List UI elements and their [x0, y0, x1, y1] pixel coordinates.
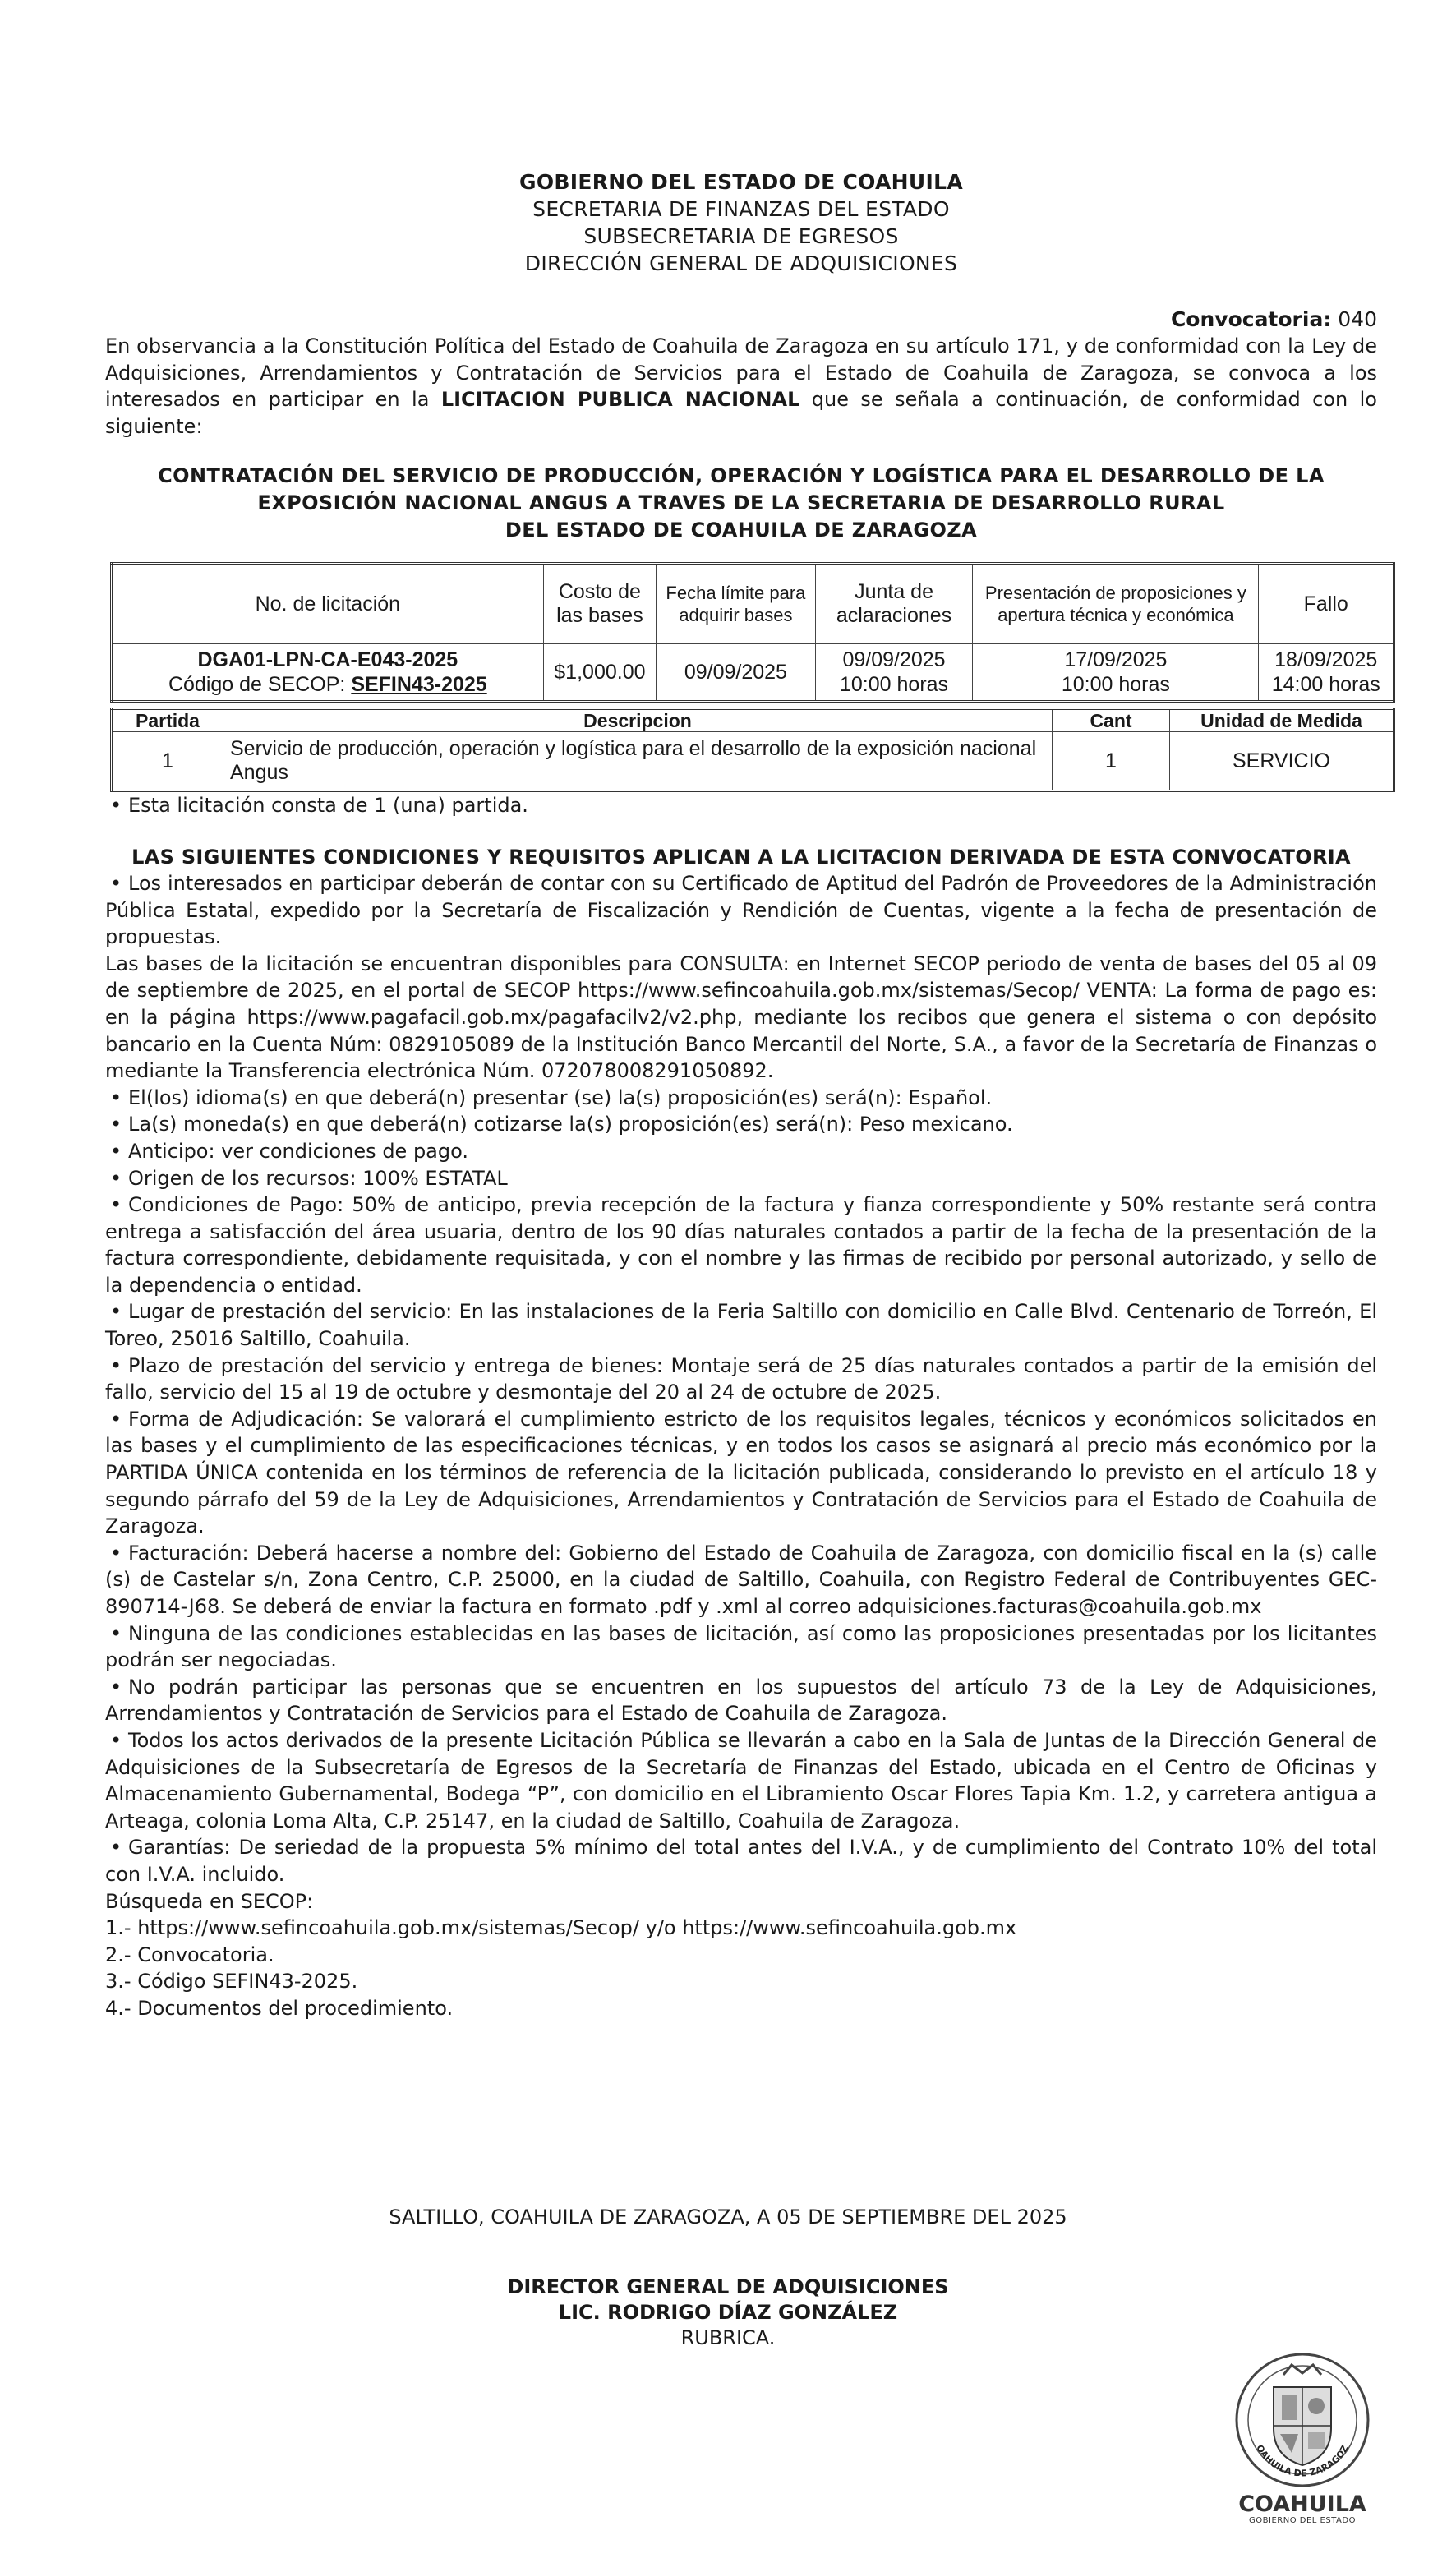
- subject-line-3: DEL ESTADO DE COAHUILA DE ZARAGOZA: [505, 519, 978, 542]
- list-item: Las bases de la licitación se encuentran disponibles para CONSULTA: en Internet SECOP periodo de venta de bases del 05 al 09 de septiembre de 2025, en el portal de SECOP https://www.sefincoahuila.gob.mx/sistemas/Secop/ VENTA: La forma de pago es: en la página https://www.pagafacil.gob.mx/pagafacilv2/v2.php, mediante los recibos que genera el sistema o con depósito bancario en la Cuenta Núm: 0829105089 de la Institución Banco Mercantil del Norte, S.A., a favor de la Secretaría de Finanzas o mediante la Transferencia electrónica Núm. 072078008291050892.: [105, 952, 1377, 1083]
- seal-name: COAHUILA: [1238, 2491, 1366, 2517]
- header-fallo: Fallo: [1259, 564, 1394, 644]
- list-item: • Plazo de prestación del servicio y entrega de bienes: Montaje será de 25 días naturales contados a partir de la emisión del fallo, servicio del 15 al 19 de octubre y desmontaje del 20 al 24 de octubre de 2025.: [105, 1353, 1377, 1406]
- secop-step-1: 1.- https://www.sefincoahuila.gob.mx/sistemas/Secop/ y/o https://www.sefincoahuila.gob.mx: [105, 1916, 1017, 1940]
- tender-subject: [105, 463, 1377, 544]
- cell-descripcion: Servicio de producción, operación y logística para el desarrollo de la exposición nacional Angus: [223, 732, 1053, 791]
- fallo-fecha: 18/09/2025: [1274, 648, 1378, 672]
- junta-fecha: 09/09/2025: [842, 648, 946, 672]
- table-row: [112, 732, 1394, 791]
- cell-cant: 1: [1053, 732, 1170, 791]
- list-item: • Lugar de prestación del servicio: En las instalaciones de la Feria Saltillo con domicilio en Calle Blvd. Centenario de Torreón, El Toreo, 25016 Saltillo, Coahuila.: [105, 1298, 1377, 1352]
- list-item: • Origen de los recursos: 100% ESTATAL: [105, 1165, 1377, 1192]
- intro-text-2: que se señala a continuación, de conformidad con lo siguiente:: [105, 388, 1377, 438]
- header-no-licitacion: No. de licitación: [112, 564, 544, 644]
- junta-hora: 10:00 horas: [840, 673, 949, 697]
- signature-block: [0, 2275, 1456, 2351]
- header-partida: Partida: [112, 709, 223, 732]
- document: [105, 168, 1380, 2022]
- partidas-note: • Esta licitación consta de 1 (una) partida.: [105, 792, 1377, 819]
- header-unidad: Unidad de Medida: [1170, 709, 1394, 732]
- table-row: [112, 644, 1394, 702]
- list-item: • Anticipo: ver condiciones de pago.: [105, 1138, 1377, 1165]
- convocatoria-value: 040: [1338, 307, 1377, 331]
- intro-text-1: En observancia a la Constitución Política del Estado de Coahuila de Zaragoza en su artículo 171, y de conformidad con la Ley de Adquisiciones, Arrendamientos y Contratación de Servicios para el Estado de Coahuila de Zaragoza, se convoca a los interesados en participar en la: [105, 334, 1377, 412]
- list-item: • Ninguna de las condiciones establecidas en las bases de licitación, así como las proposiciones presentadas por los licitantes podrán ser negociadas.: [105, 1620, 1377, 1674]
- list-item: • El(los) idioma(s) en que deberá(n) presentar (se) la(s) proposición(es) será(n): Español.: [105, 1085, 1377, 1112]
- intro-paragraph: [105, 333, 1377, 440]
- presentacion-hora: 10:00 horas: [1061, 673, 1170, 697]
- secop-code-line: [117, 672, 538, 697]
- secop-code: SEFIN43-2025: [351, 673, 487, 697]
- fallo-hora: 14:00 horas: [1271, 673, 1380, 697]
- secop-label: Código de SECOP:: [168, 673, 352, 697]
- subject-line-1: CONTRATACIÓN DEL SERVICIO DE PRODUCCIÓN, OPERACIÓN Y LOGÍSTICA PARA EL DESARROLLO DE LA: [158, 464, 1325, 488]
- document-header: [105, 168, 1377, 277]
- convocatoria-number: [105, 307, 1377, 333]
- secop-step-4: 4.- Documentos del procedimiento.: [105, 1996, 454, 2020]
- secop-step-2: 2.- Convocatoria.: [105, 1943, 274, 1966]
- secop-step-3: 3.- Código SEFIN43-2025.: [105, 1970, 358, 1994]
- signer-name: LIC. RODRIGO DÍAZ GONZÁLEZ: [558, 2301, 898, 2324]
- seal-ring-text: OAHUILA DE ZARAGOZ: [1254, 2442, 1351, 2479]
- list-item: • La(s) moneda(s) en que deberá(n) cotizarse la(s) proposición(es) será(n): Peso mexicano.: [105, 1111, 1377, 1138]
- list-item: • Condiciones de Pago: 50% de anticipo, previa recepción de la factura y fianza correspondiente y 50% restante será contra entrega a satisfacción del área usuaria, dentro de los 90 días naturales contados a partir de la fecha de la presentación de la factura correspondiente, debidamente requisitada, y con el nombre y las firmas de recibido por personal autorizado, y sello de la dependencia o entidad.: [105, 1192, 1377, 1298]
- list-item: • Forma de Adjudicación: Se valorará el cumplimiento estricto de los requisitos legales, técnicos y económicos solicitados en las bases y el cumplimiento de las especificaciones técnicas, y en todos los casos se asignará al precio más económico por la PARTIDA ÚNICA contenida en los términos de referencia de la licitación publicada, considerando lo previsto en el artículo 18 y segundo párrafo del 59 de la Ley de Adquisiciones, Arrendamientos y Contratación de Servicios para el Estado de Coahuila de Zaragoza.: [105, 1406, 1377, 1540]
- subject-line-2: EXPOSICIÓN NACIONAL ANGUS A TRAVES DE LA SECRETARIA DE DESARROLLO RURAL: [257, 491, 1225, 515]
- items-header-row: [112, 709, 1394, 732]
- footer-place-date: SALTILLO, COAHUILA DE ZARAGOZA, A 05 DE SEPTIEMBRE DEL 2025: [389, 2206, 1067, 2229]
- header-costo: Costo de las bases: [543, 564, 656, 644]
- header-subsecretaria: SUBSECRETARIA DE EGRESOS: [583, 224, 899, 248]
- intro-bold: LICITACION PUBLICA NACIONAL: [440, 388, 800, 412]
- header-direccion: DIRECCIÓN GENERAL DE ADQUISICIONES: [524, 251, 958, 275]
- cell-costo: $1,000.00: [543, 644, 656, 702]
- header-presentacion: Presentación de proposiciones y apertura técnica y económica: [973, 564, 1259, 644]
- header-cant: Cant: [1053, 709, 1170, 732]
- rubrica: RUBRICA.: [680, 2326, 776, 2349]
- licitacion-number: DGA01-LPN-CA-E043-2025: [197, 648, 458, 672]
- list-item: • Los interesados en participar deberán de contar con su Certificado de Aptitud del Padrón de Proveedores de la Administración Pública Estatal, expedido por la Secretaría de Fiscalización y Rendición de Cuentas, vigente a la fecha de presentación de propuestas.: [105, 870, 1377, 951]
- cell-fecha-limite: 09/09/2025: [657, 644, 816, 702]
- cell-licitacion: [112, 644, 544, 702]
- cell-junta: [815, 644, 973, 702]
- signer-role: DIRECTOR GENERAL DE ADQUISICIONES: [507, 2275, 949, 2298]
- table-header-row: [112, 564, 1394, 644]
- list-item: • Todos los actos derivados de la presente Licitación Pública se llevarán a cabo en la Sala de Juntas de la Dirección General de Adquisiciones de la Subsecretaría de Egresos de la Secretaría de Finanzas del Estado, ubicada en el Centro de Oficinas y Almacenamiento Gubernamental, Bodega “P”, con domicilio en el Libramiento Oscar Flores Tapia Km. 1.2, y carretera antigua a Arteaga, colonia Loma Alta, C.P. 25147, en la ciudad de Saltillo, Coahuila de Zaragoza.: [105, 1727, 1377, 1834]
- coahuila-seal-logo: [1233, 2350, 1372, 2531]
- presentacion-fecha: 17/09/2025: [1064, 648, 1168, 672]
- list-item: • Garantías: De seriedad de la propuesta 5% mínimo del total antes del I.V.A., y de cumplimiento del Contrato 10% del total con I.V.A. incluido.: [105, 1834, 1377, 1888]
- cell-presentacion: [973, 644, 1259, 702]
- header-secretaria: SECRETARIA DE FINANZAS DEL ESTADO: [532, 197, 950, 221]
- tender-schedule-table: [110, 562, 1395, 703]
- requirements-list: [105, 870, 1377, 2022]
- secop-title: Búsqueda en SECOP:: [105, 1889, 314, 1913]
- coat-of-arms-icon: [1233, 2350, 1372, 2490]
- header-descripcion: Descripcion: [223, 709, 1053, 732]
- cell-partida: 1: [112, 732, 223, 791]
- header-junta: Junta de aclaraciones: [815, 564, 973, 644]
- items-table: [110, 708, 1395, 792]
- list-item: • Facturación: Deberá hacerse a nombre del: Gobierno del Estado de Coahuila de Zaragoza, con domicilio fiscal en la (s) calle (s) de Castelar s/n, Zona Centro, C.P. 25000, en la ciudad de Saltillo, Coahuila, con Registro Federal de Contribuyentes GEC-890714-J68. Se deberá de enviar la factura en formato .pdf y .xml al correo adquisiciones.facturas@coahuila.gob.mx: [105, 1540, 1377, 1620]
- header-government: GOBIERNO DEL ESTADO DE COAHUILA: [519, 170, 963, 194]
- list-item: • No podrán participar las personas que se encuentren en los supuestos del artículo 73 de la Ley de Adquisiciones, Arrendamientos y Contratación de Servicios para el Estado de Coahuila de Zaragoza.: [105, 1674, 1377, 1727]
- convocatoria-label: Convocatoria:: [1170, 307, 1332, 331]
- cell-fallo: [1259, 644, 1394, 702]
- cell-unidad: SERVICIO: [1170, 732, 1394, 791]
- seal-subtitle: GOBIERNO DEL ESTADO: [1249, 2516, 1356, 2525]
- header-fecha-limite: Fecha límite para adquirir bases: [657, 564, 816, 644]
- requirements-title: LAS SIGUIENTES CONDICIONES Y REQUISITOS APLICAN A LA LICITACION DERIVADA DE ESTA CONVOCATORIA: [131, 845, 1351, 869]
